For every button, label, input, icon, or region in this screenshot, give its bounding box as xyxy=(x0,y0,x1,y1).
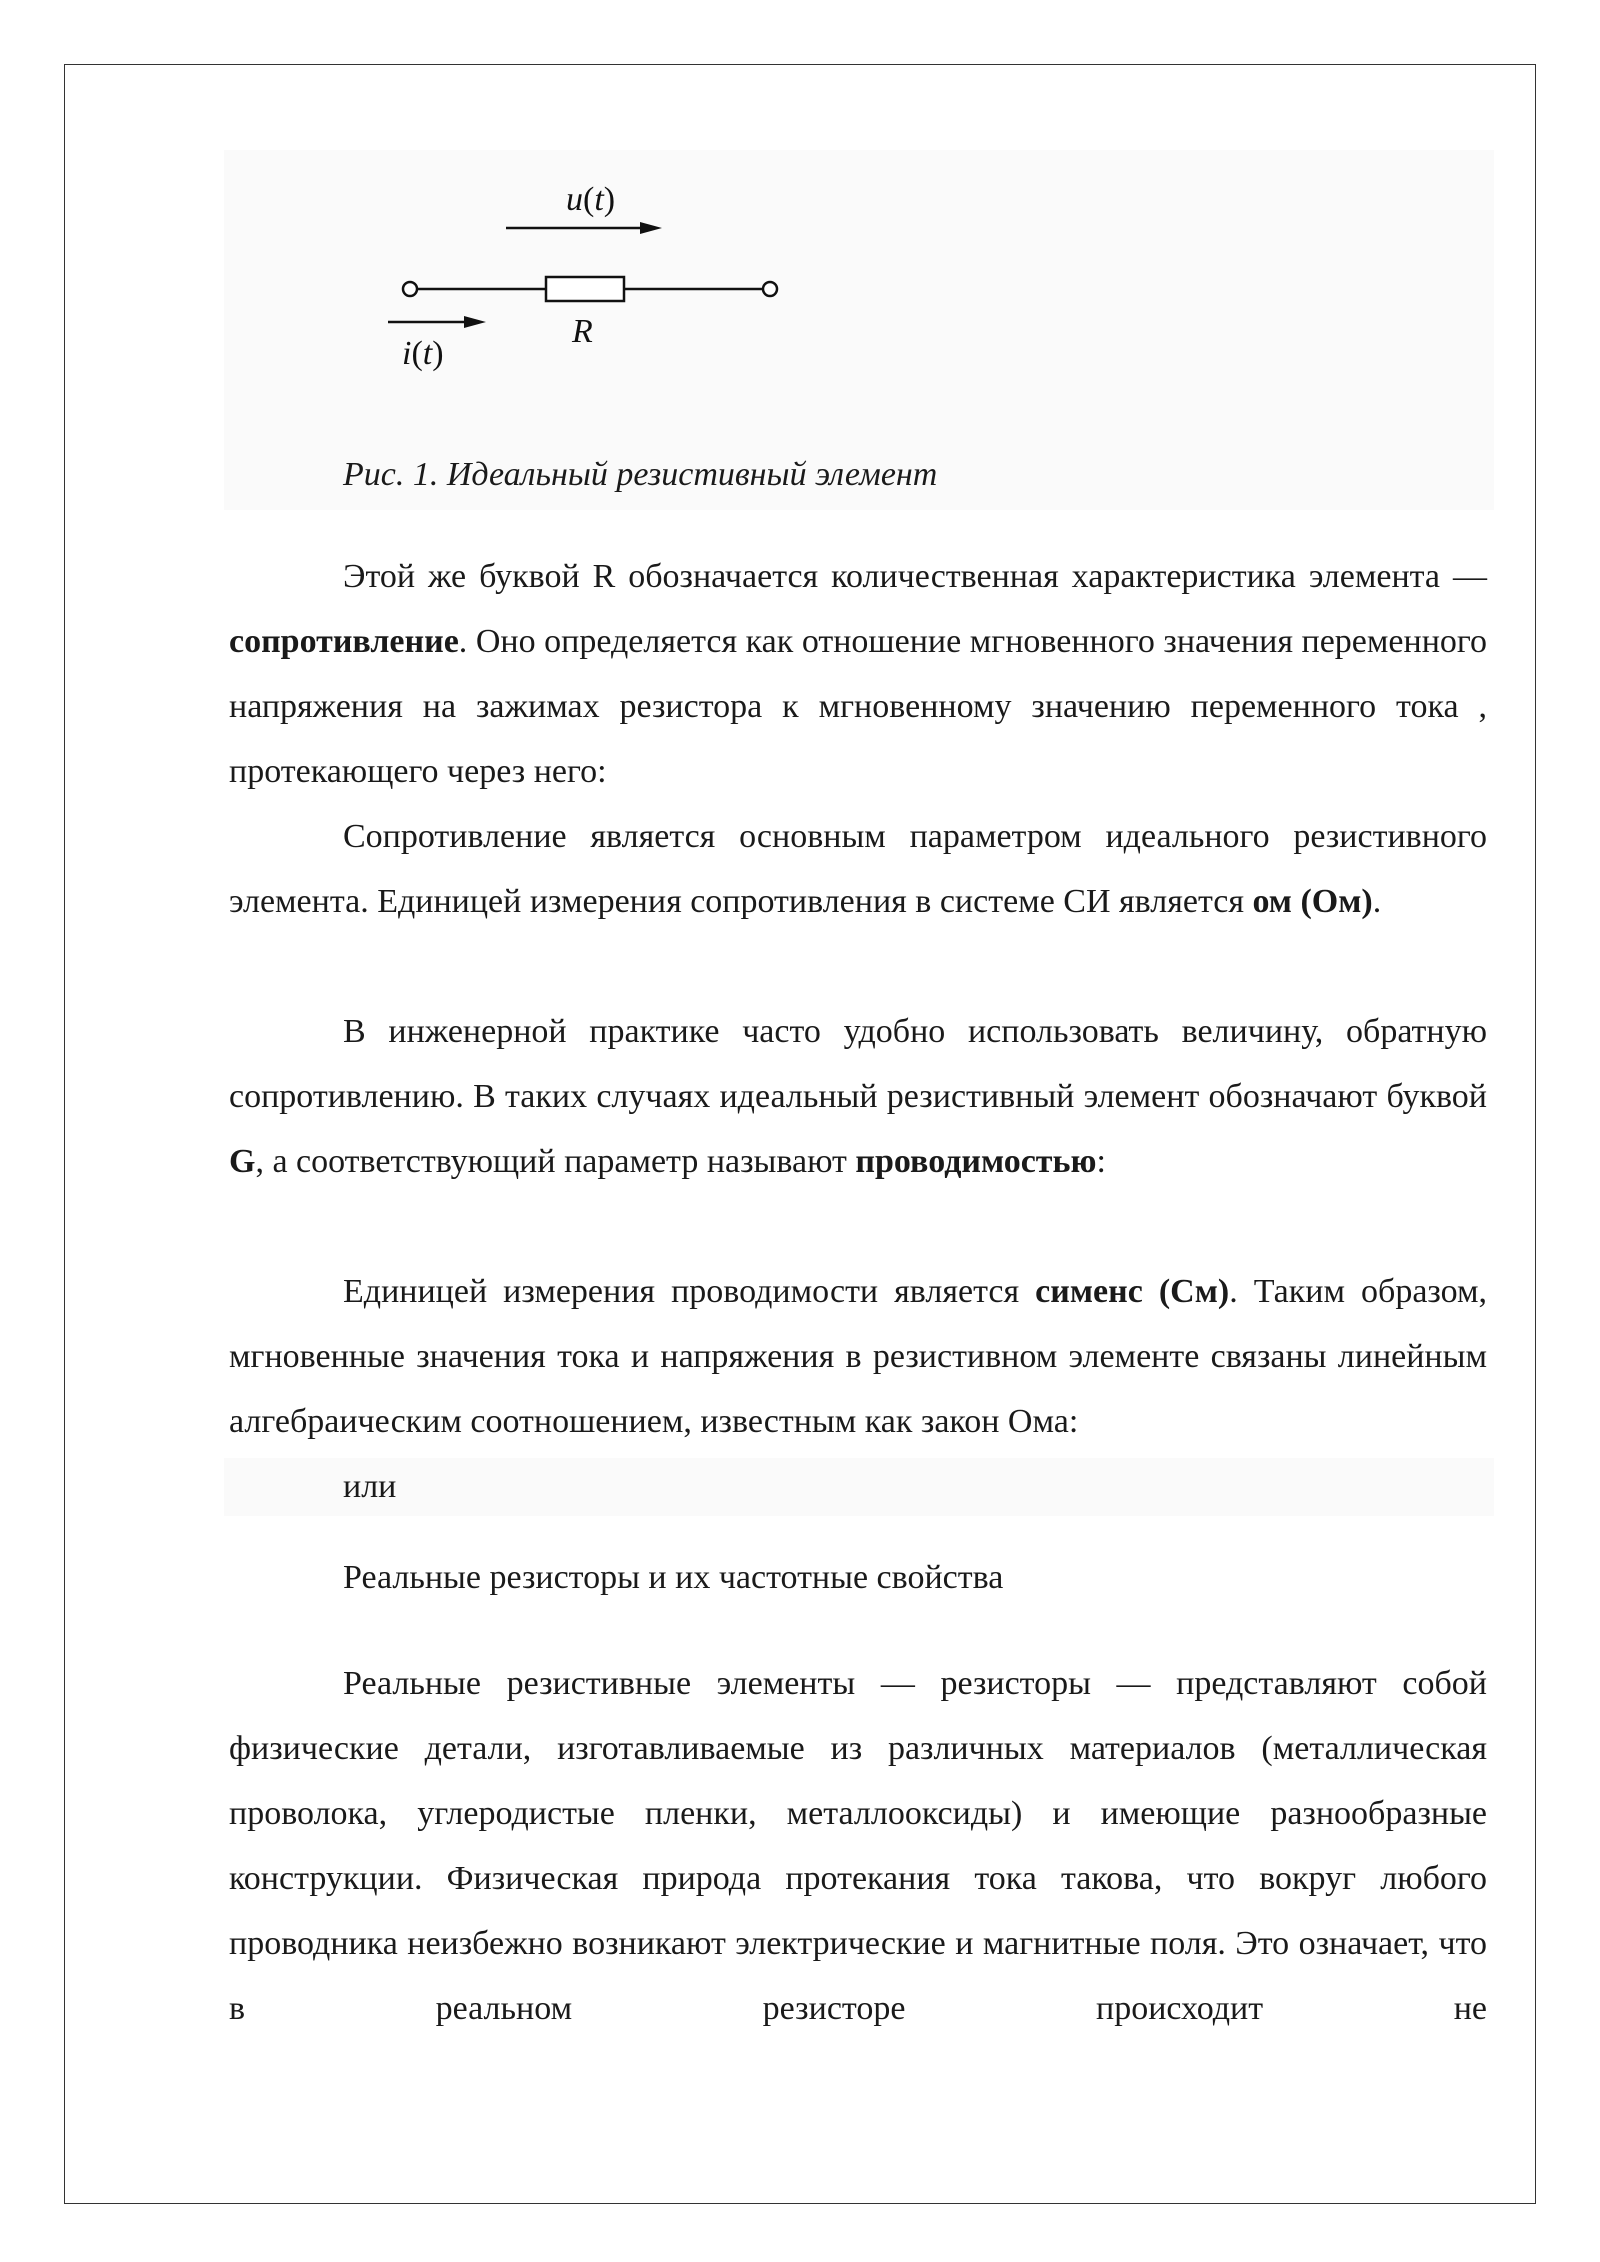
term-conductance: проводимостью xyxy=(855,1143,1097,1180)
figure-caption: Рис. 1. Идеальный резистивный элемент xyxy=(343,456,938,493)
term-ohm: ом (Ом) xyxy=(1252,883,1373,920)
paragraph-resistance: Этой же буквой R обозначается количественная характеристика элемента — сопротивление. Оно определяется как отношение мгновенного значения переменного напряжения на зажимах резистора к мгновенному значению переменного тока , протекающего через него: xyxy=(229,558,1487,790)
current-label: i(t) xyxy=(402,335,444,372)
paragraph-resistance-unit: Сопротивление является основным параметром идеального резистивного элемента. Единицей измерения сопротивления в системе СИ является ом (Ом). xyxy=(229,818,1487,920)
resistance-label: R xyxy=(572,313,593,350)
resistor-symbol xyxy=(546,277,624,301)
term-resistance: сопротивление xyxy=(229,623,459,660)
paragraph-real-resistors: Реальные резистивные элементы — резисторы — представляют собой физические детали, изготавливаемые из различных материалов (металлическая проволока, углеродистые пленки, металлооксиды) и имеющие разнообразные конструкции. Физическая природа протекания тока такова, что вокруг любого проводника неизбежно возникают электрические и магнитные поля. Это означает, что в реальном резисторе происходит не xyxy=(229,1665,1487,2027)
resistor-diagram xyxy=(340,150,810,390)
paragraph-siemens: Единицей измерения проводимости является сименс (См). Таким образом, мгновенные значения тока и напряжения в резистивном элементе связаны линейным алгебраическим соотношением, известным как закон Ома: xyxy=(229,1273,1488,1440)
voltage-u: u xyxy=(566,181,583,218)
formula-band xyxy=(224,1458,1494,1516)
paragraph-conductance: В инженерной практике часто удобно использовать величину, обратную сопротивлению. В таких случаях идеальный резистивный элемент обозначают буквой G, а соответствующий параметр называют проводимостью: xyxy=(229,1013,1487,1180)
current-i: i xyxy=(402,335,412,372)
term-g: G xyxy=(229,1143,256,1180)
voltage-t: t xyxy=(594,181,604,218)
current-t: t xyxy=(422,335,433,372)
section-heading: Реальные резисторы и их частотные свойства xyxy=(343,1559,1004,1596)
or-text: или xyxy=(343,1468,397,1505)
voltage-label: u(t) xyxy=(566,181,616,218)
term-siemens: сименс (См) xyxy=(1035,1273,1230,1310)
